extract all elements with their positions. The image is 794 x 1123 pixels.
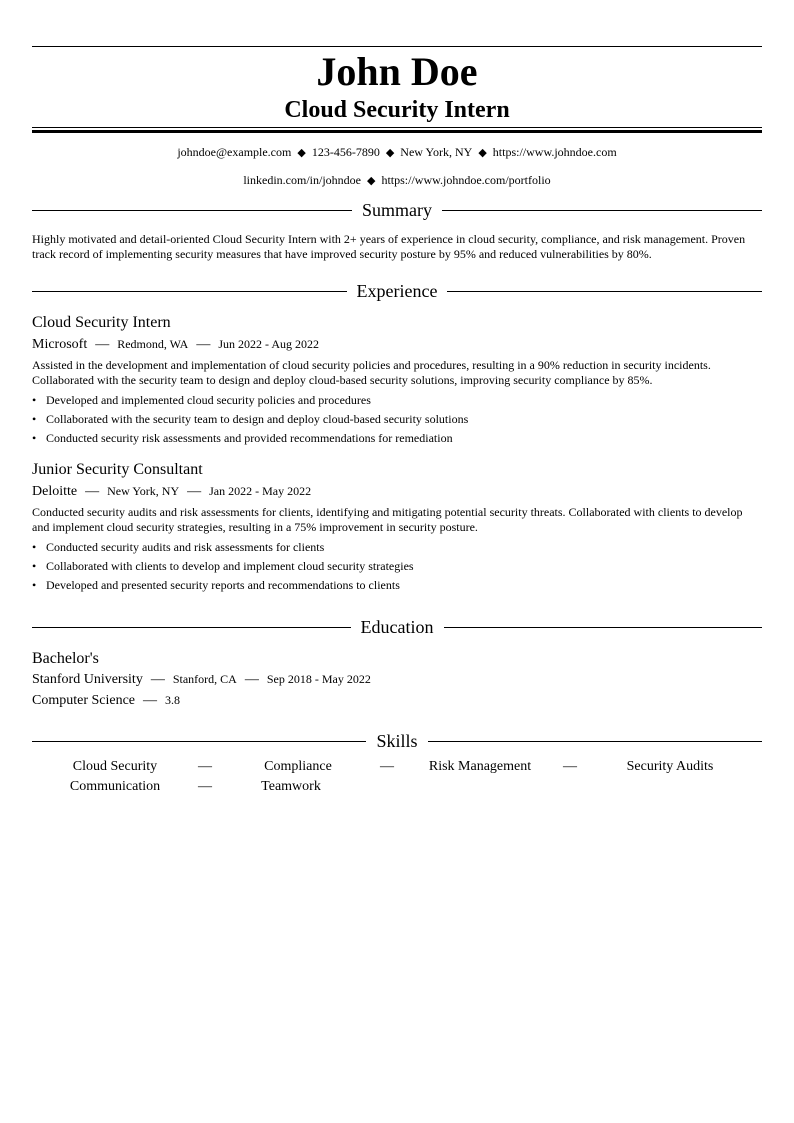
dash-separator: — <box>85 484 100 499</box>
job-company: Deloitte <box>32 484 78 499</box>
summary-section-header <box>32 198 762 222</box>
bullet-icon: • <box>32 578 37 592</box>
education-gpa: 3.8 <box>165 693 181 707</box>
job-bullets <box>32 391 762 448</box>
list-item <box>32 557 762 576</box>
skill-item: Compliance <box>264 759 332 774</box>
job-company: Microsoft <box>32 337 88 352</box>
experience-section-header <box>32 279 762 303</box>
job-title: Junior Security Consultant <box>32 461 203 478</box>
bullet-icon: • <box>32 412 37 426</box>
job-location: Redmond, WA <box>117 337 189 351</box>
bullet-icon: • <box>32 431 37 445</box>
bullet-text: Collaborated with the security team to design and deploy cloud-based security solutions <box>46 412 469 426</box>
list-item <box>32 410 762 429</box>
contact-portfolio[interactable]: https://www.johndoe.com/portfolio <box>381 173 551 187</box>
section-rule-right <box>447 291 762 292</box>
contact-row-2 <box>32 166 762 194</box>
diamond-icon: ◆ <box>297 147 306 159</box>
dash-separator: — <box>244 672 259 687</box>
skill-item: Teamwork <box>261 779 321 794</box>
skills-section-header <box>32 729 762 753</box>
education-school-line <box>32 669 762 690</box>
job-title: Cloud Security Intern <box>32 314 171 331</box>
header-top-rule <box>32 46 762 47</box>
education-degree: Bachelor's <box>32 650 99 667</box>
section-rule-right <box>428 741 762 742</box>
education-field: Computer Science <box>32 693 136 708</box>
skills-grid <box>32 759 762 799</box>
job-entry <box>32 460 762 595</box>
section-rule-left <box>32 210 352 211</box>
education-heading: Education <box>360 617 434 637</box>
job-description: Assisted in the development and implementation of cloud security policies and procedures, resulting in a 90% reduction in security incidents. Collaborated with the security team to design and deploy cloud-based security solutions, improving security compliance by 85%. <box>32 358 711 387</box>
diamond-icon: ◆ <box>478 147 487 159</box>
diamond-icon: ◆ <box>385 147 395 159</box>
list-item <box>32 576 762 595</box>
education-dates: Sep 2018 - May 2022 <box>266 672 371 686</box>
dash-separator: — <box>198 759 212 774</box>
header-thick-rule <box>32 130 762 133</box>
bullet-text: Developed and presented security reports and recommendations to clients <box>46 578 400 592</box>
contact-website[interactable]: https://www.johndoe.com <box>492 145 617 159</box>
experience-heading: Experience <box>356 281 438 301</box>
skill-item: Cloud Security <box>72 759 158 774</box>
education-field-line <box>32 690 762 711</box>
diamond-icon: ◆ <box>366 175 376 187</box>
list-item <box>32 429 762 448</box>
dash-separator: — <box>196 337 211 352</box>
dash-separator: — <box>95 337 110 352</box>
bullet-icon: • <box>32 540 37 554</box>
education-section-header <box>32 615 762 639</box>
section-rule-left <box>32 627 351 628</box>
job-meta <box>32 333 762 356</box>
list-item <box>32 538 762 557</box>
skill-item: Risk Management <box>428 759 532 774</box>
contact-email[interactable]: johndoe@example.com <box>177 145 292 159</box>
contact-row-1 <box>32 138 762 166</box>
bullet-text: Conducted security risk assessments and provided recommendations for remediation <box>46 431 453 445</box>
header-thin-rule <box>32 127 762 128</box>
contact-phone[interactable]: 123-456-7890 <box>311 145 380 159</box>
section-rule-left <box>32 741 366 742</box>
dash-separator: — <box>198 779 212 794</box>
resume-page <box>32 46 762 799</box>
job-location: New York, NY <box>107 484 180 498</box>
job-dates: Jan 2022 - May 2022 <box>209 484 312 498</box>
skill-item: Communication <box>69 779 161 794</box>
skills-heading: Skills <box>376 731 418 751</box>
dash-separator: — <box>380 759 394 774</box>
section-rule-right <box>444 627 763 628</box>
section-rule-left <box>32 291 347 292</box>
job-description: Conducted security audits and risk assessments for clients, identifying and mitigating potential security threats. Collaborated with clients to develop and implement cloud security strategies, resulting in a 75% improvement in security posture. <box>32 505 743 534</box>
dash-separator: — <box>187 484 202 499</box>
dash-separator: — <box>143 693 158 708</box>
job-meta <box>32 480 762 503</box>
dash-separator: — <box>563 759 577 774</box>
dash-separator: — <box>150 672 165 687</box>
contact-linkedin[interactable]: linkedin.com/in/johndoe <box>243 173 361 187</box>
education-school: Stanford University <box>32 672 143 687</box>
section-rule-right <box>442 210 762 211</box>
contact-block <box>32 138 762 194</box>
bullet-text: Collaborated with clients to develop and implement cloud security strategies <box>46 559 414 573</box>
bullet-text: Conducted security audits and risk assessments for clients <box>46 540 325 554</box>
list-item <box>32 391 762 410</box>
contact-location: New York, NY <box>400 145 473 159</box>
candidate-title: Cloud Security Intern <box>284 97 510 123</box>
job-bullets <box>32 538 762 595</box>
bullet-text: Developed and implemented cloud security policies and procedures <box>46 393 371 407</box>
skill-item: Security Audits <box>626 759 714 774</box>
bullet-icon: • <box>32 559 37 573</box>
job-dates: Jun 2022 - Aug 2022 <box>218 337 319 351</box>
candidate-name: John Doe <box>316 49 478 94</box>
job-entry <box>32 313 762 448</box>
education-entry <box>32 649 762 711</box>
bullet-icon: • <box>32 393 37 407</box>
education-location: Stanford, CA <box>172 672 237 686</box>
summary-heading: Summary <box>362 200 432 220</box>
summary-text: Highly motivated and detail-oriented Cloud Security Intern with 2+ years of experience in cloud security, compliance, and risk management. Proven track record of implementing security measures that have improved security posture by 95% and reduced vulnerabilities by 80%. <box>32 232 746 261</box>
